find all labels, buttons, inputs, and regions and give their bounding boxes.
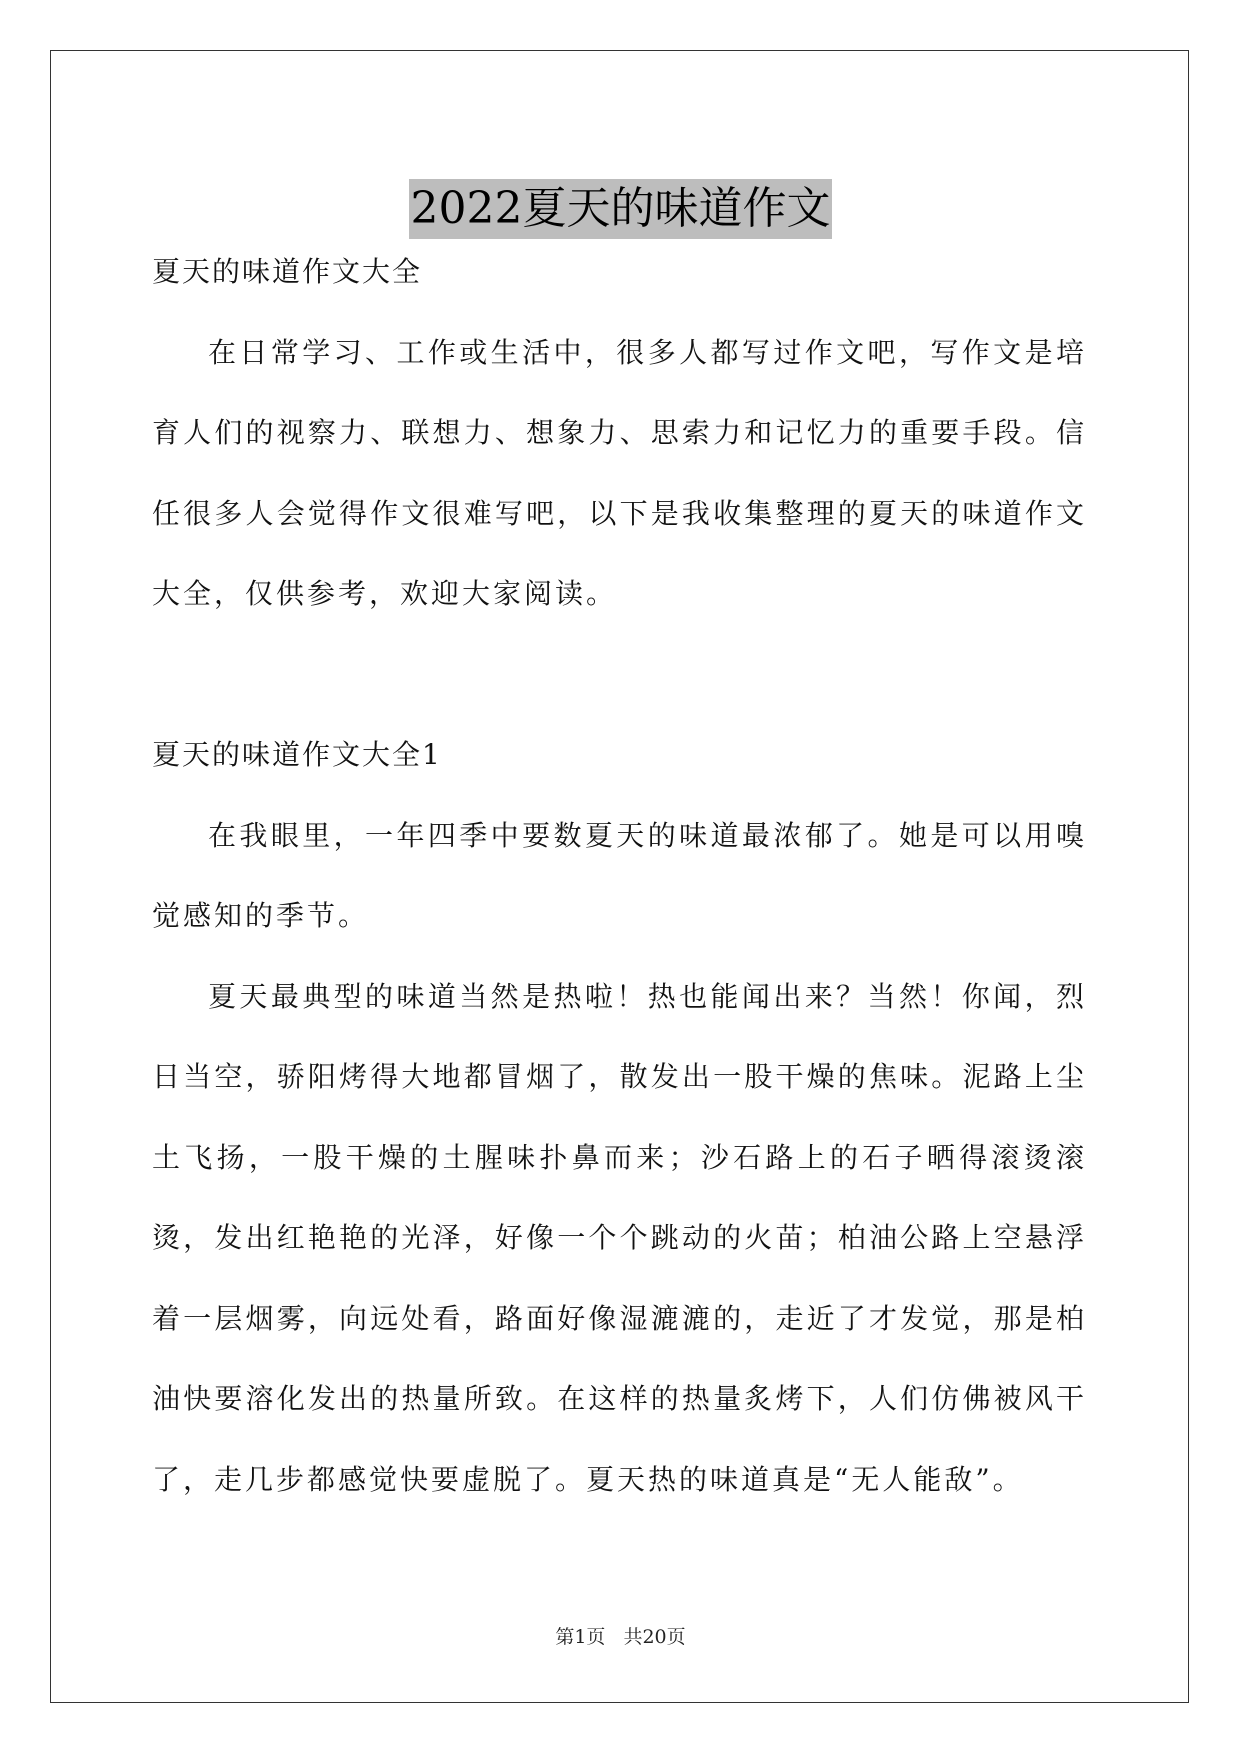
document-title: 2022夏天的味道作文 <box>409 179 833 239</box>
blank-line <box>152 635 1087 716</box>
page-total: 共20页 <box>623 1626 686 1648</box>
paragraph: 在日常学习、工作或生活中，很多人都写过作文吧，写作文是培育人们的视察力、联想力、想象力、思索力和记忆力的重要手段。信任很多人会觉得作文很难写吧，以下是我收集整理的夏天的味道作文大全，仅供参考，欢迎大家阅读。 <box>152 335 1087 610</box>
paragraph: 在我眼里，一年四季中要数夏天的味道最浓郁了。她是可以用嗅觉感知的季节。 <box>152 818 1087 932</box>
section-heading: 夏天的味道作文大全1 <box>152 738 442 771</box>
section-heading: 夏天的味道作文大全 <box>152 255 423 288</box>
page-footer <box>0 1622 1241 1649</box>
document-body <box>152 232 1087 1520</box>
paragraph: 夏天最典型的味道当然是热啦！热也能闻出来？当然！你闻，烈日当空，骄阳烤得大地都冒烟了，散发出一股干燥的焦味。泥路上尘土飞扬，一股干燥的土腥味扑鼻而来；沙石路上的石子晒得滚烫滚烫，发出红艳艳的光泽，好像一个个跳动的火苗；柏油公路上空悬浮着一层烟雾，向远处看，路面好像湿漉漉的，走近了才发觉，那是柏油快要溶化发出的热量所致。在这样的热量炙烤下，人们仿佛被风干了，走几步都感觉快要虚脱了。夏天热的味道真是“无人能敌”。 <box>152 979 1087 1496</box>
page-number: 第1页 <box>555 1626 606 1648</box>
